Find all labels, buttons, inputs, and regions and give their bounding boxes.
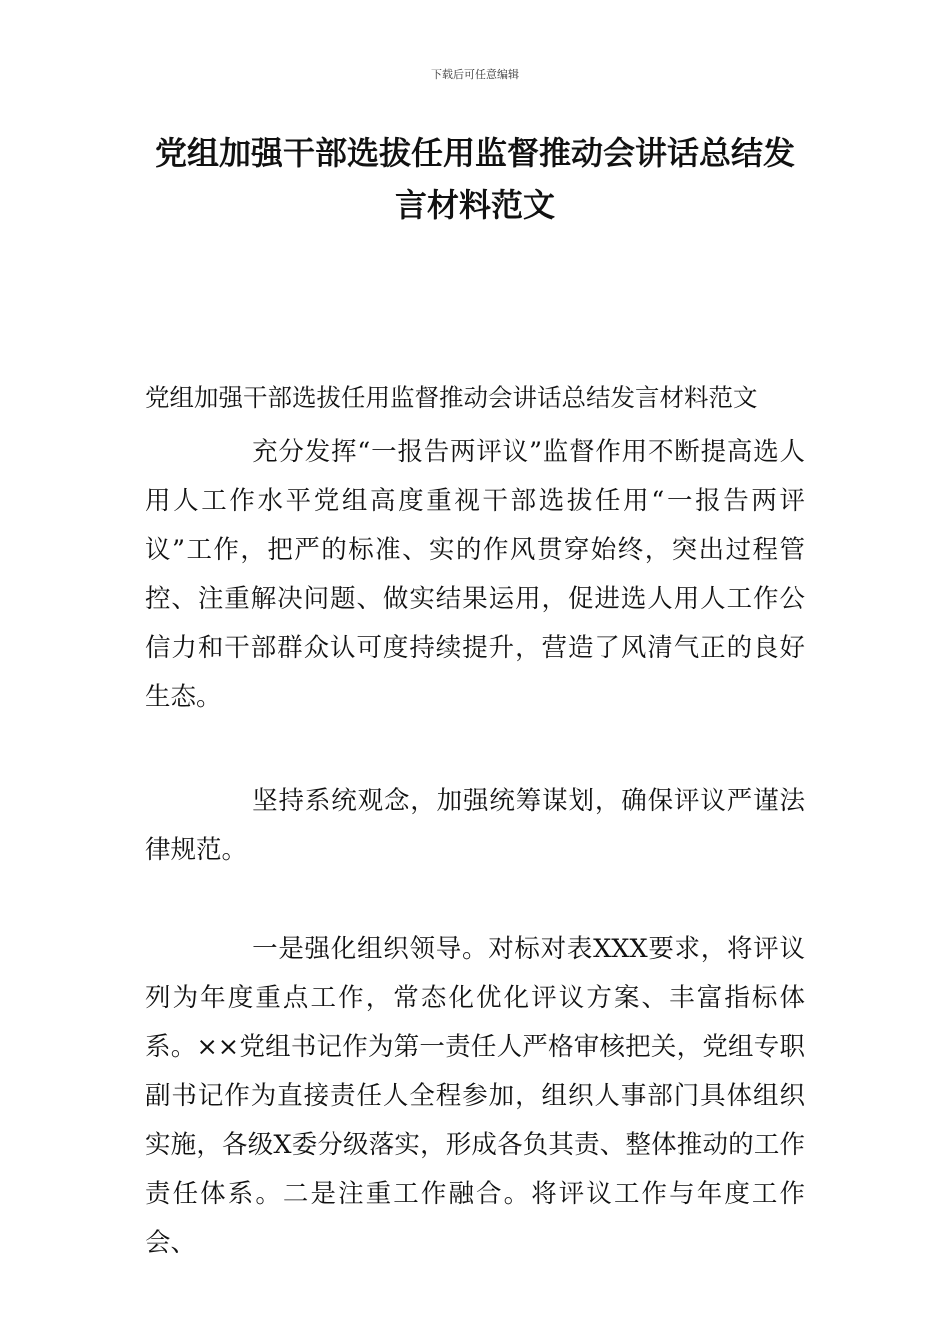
paragraph-1: 充分发挥“一报告两评议”监督作用不断提高选人用人工作水平党组高度重视干部选拔任用“一报告两评议”工作，把严的标准、实的作风贯穿始终，突出过程管控、注重解决问题、做实结果运用，促进选人用人工作公信力和干部群众认可度持续提升，营造了风清气正的良好生态。 — [145, 437, 805, 712]
document-title: 党组加强干部选拔任用监督推动会讲话总结发言材料范文 — [154, 134, 795, 224]
paragraph-3: 一是强化组织领导。对标对表XXX要求，将评议列为年度重点工作，常态化优化评议方案、丰富指标体系。××党组书记作为第一责任人严格审核把关，党组专职副书记作为直接责任人全程参加，组织人事部门具体组织实施，各级X委分级落实，形成各负其责、整体推动的工作责任体系。二是注重工作融合。将评议工作与年度工作会、 — [145, 934, 805, 1258]
header-note: 下载后可任意编辑 — [431, 68, 519, 81]
paragraph-2: 坚持系统观念，加强统筹谋划，确保评议严谨法律规范。 — [145, 786, 805, 865]
document-subtitle: 党组加强干部选拔任用监督推动会讲话总结发言材料范文 — [145, 383, 758, 412]
